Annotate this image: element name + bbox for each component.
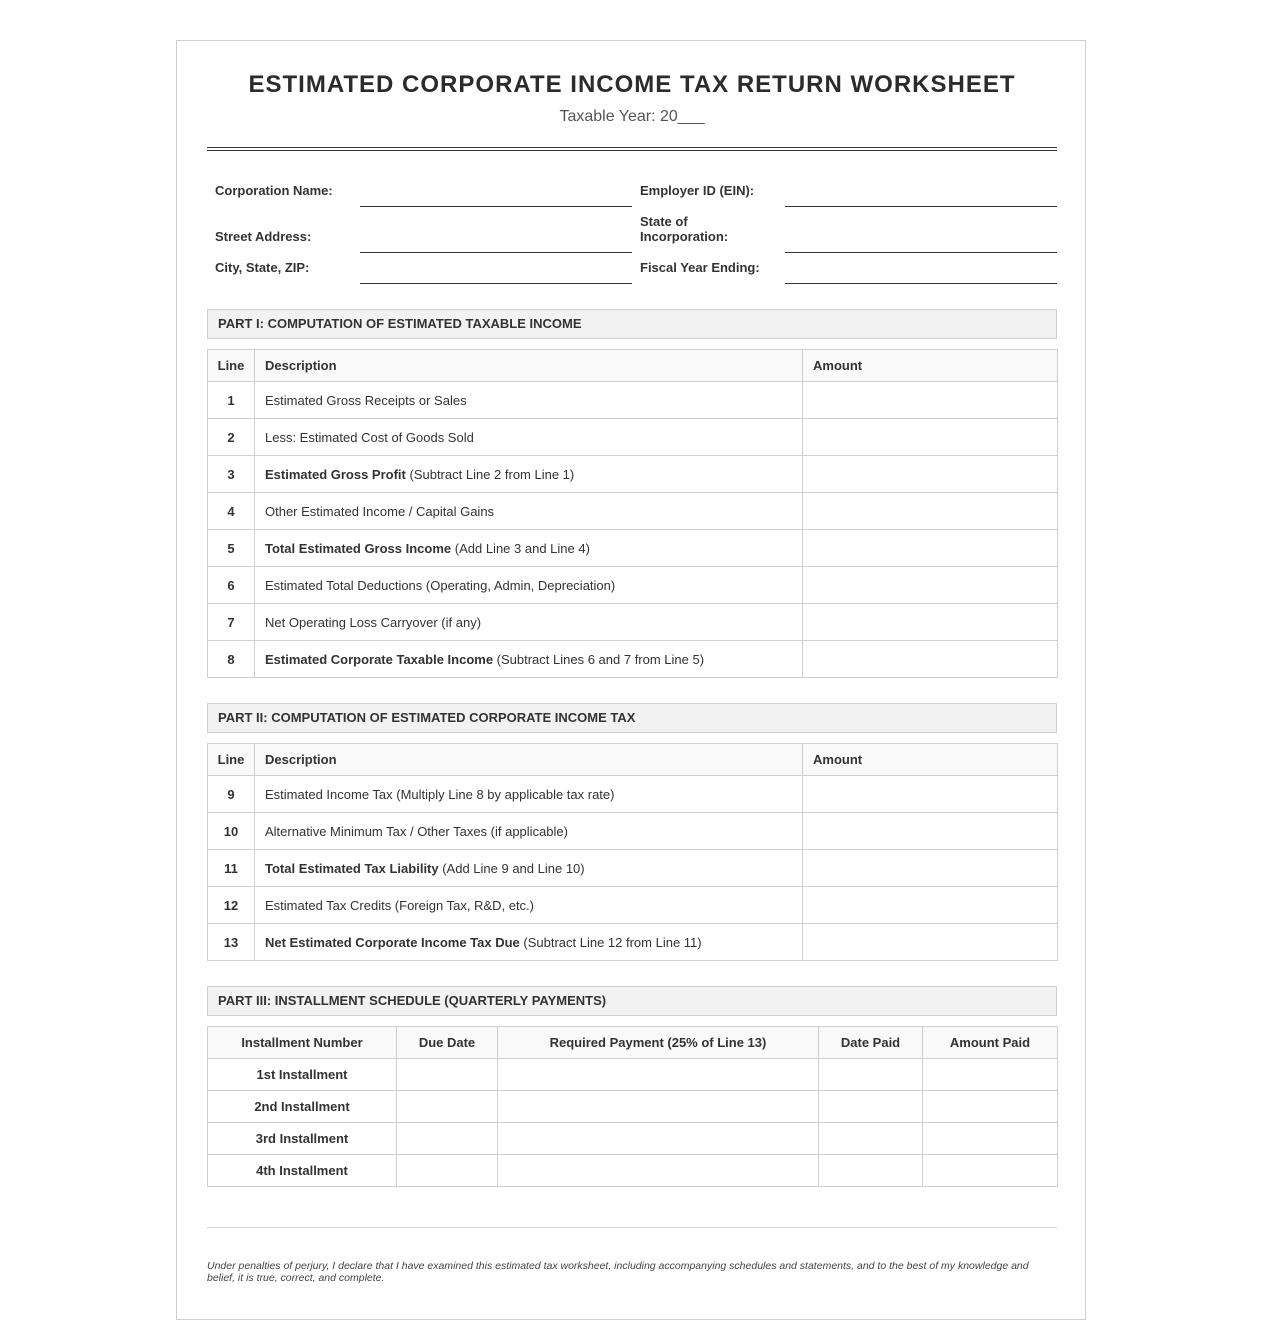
part1-header-row xyxy=(208,350,1058,382)
required-payment-field[interactable] xyxy=(498,1155,819,1187)
table-row xyxy=(208,382,1058,419)
due-date-field[interactable] xyxy=(397,1123,498,1155)
description-text: Less: Estimated Cost of Goods Sold xyxy=(265,429,474,445)
line-number: 11 xyxy=(208,850,255,887)
line-description xyxy=(255,456,803,493)
description-text: (Subtract Line 2 from Line 1) xyxy=(405,466,575,482)
perjury-declaration: Under penalties of perjury, I declare that I have examined this estimated tax worksheet, including accompanying schedules and statements, and to the best of my knowledge and belief, it is true, correct, and complete. xyxy=(207,1260,1029,1284)
installment-row xyxy=(208,1059,1058,1091)
line-number: 1 xyxy=(208,382,255,419)
table-row xyxy=(208,924,1058,961)
title-divider xyxy=(207,147,1057,151)
date-paid-field[interactable] xyxy=(819,1155,923,1187)
state-incorporation-field[interactable] xyxy=(785,252,1057,253)
line-description xyxy=(255,776,803,813)
line-description xyxy=(255,887,803,924)
date-paid-field[interactable] xyxy=(819,1123,923,1155)
amount-field[interactable] xyxy=(803,567,1058,604)
col-line-header: Line xyxy=(208,744,255,776)
installment-row xyxy=(208,1091,1058,1123)
amount-field[interactable] xyxy=(803,604,1058,641)
line-number: 5 xyxy=(208,530,255,567)
line-description xyxy=(255,567,803,604)
description-text: Alternative Minimum Tax / Other Taxes (if applicable) xyxy=(265,823,568,839)
description-emphasis: Net Estimated Corporate Income Tax Due xyxy=(265,934,520,950)
installment-row xyxy=(208,1155,1058,1187)
col-description-header: Description xyxy=(255,744,803,776)
description-text: (Add Line 9 and Line 10) xyxy=(438,860,585,876)
col-amount-paid: Amount Paid xyxy=(923,1027,1058,1059)
due-date-field[interactable] xyxy=(397,1059,498,1091)
description-text: Estimated Gross Receipts or Sales xyxy=(265,392,467,408)
due-date-field[interactable] xyxy=(397,1091,498,1123)
line-number: 12 xyxy=(208,887,255,924)
amount-paid-field[interactable] xyxy=(923,1155,1058,1187)
amount-field[interactable] xyxy=(803,924,1058,961)
line-number: 6 xyxy=(208,567,255,604)
street-address-field[interactable] xyxy=(360,252,632,253)
installment-name: 2nd Installment xyxy=(208,1091,397,1123)
state-incorporation-label-line2: Incorporation: xyxy=(640,229,729,244)
col-line-header: Line xyxy=(208,350,255,382)
city-state-zip-label: City, State, ZIP: xyxy=(215,260,310,275)
employer-id-field[interactable] xyxy=(785,206,1057,207)
line-number: 2 xyxy=(208,419,255,456)
installment-table xyxy=(207,1026,1058,1187)
line-description xyxy=(255,641,803,678)
col-date-paid: Date Paid xyxy=(819,1027,923,1059)
description-text: Estimated Total Deductions (Operating, Admin, Depreciation) xyxy=(265,577,616,593)
fiscal-year-field[interactable] xyxy=(785,283,1057,284)
line-description xyxy=(255,813,803,850)
table-row xyxy=(208,493,1058,530)
installment-row xyxy=(208,1123,1058,1155)
state-incorporation-label-line1: State of xyxy=(640,214,688,229)
line-description xyxy=(255,530,803,567)
part1-table xyxy=(207,349,1058,678)
taxable-year: Taxable Year: 20___ xyxy=(559,108,705,125)
description-text: Estimated Tax Credits (Foreign Tax, R&D, etc.) xyxy=(265,897,535,913)
description-emphasis: Total Estimated Tax Liability xyxy=(265,860,439,876)
amount-field[interactable] xyxy=(803,887,1058,924)
state-incorporation-label xyxy=(640,214,728,244)
description-text: (Subtract Line 12 from Line 11) xyxy=(519,934,702,950)
line-number: 9 xyxy=(208,776,255,813)
line-number: 13 xyxy=(208,924,255,961)
amount-paid-field[interactable] xyxy=(923,1059,1058,1091)
description-text: (Subtract Lines 6 and 7 from Line 5) xyxy=(493,651,705,667)
description-text: (Add Line 3 and Line 4) xyxy=(451,540,590,556)
line-description xyxy=(255,493,803,530)
description-emphasis: Estimated Corporate Taxable Income xyxy=(265,651,494,667)
amount-field[interactable] xyxy=(803,493,1058,530)
part1-heading: PART I: COMPUTATION OF ESTIMATED TAXABLE INCOME xyxy=(207,309,1057,339)
amount-field[interactable] xyxy=(803,850,1058,887)
line-number: 3 xyxy=(208,456,255,493)
table-row xyxy=(208,567,1058,604)
city-state-zip-field[interactable] xyxy=(360,283,632,284)
line-number: 8 xyxy=(208,641,255,678)
col-amount-header: Amount xyxy=(803,744,1058,776)
line-description xyxy=(255,924,803,961)
required-payment-field[interactable] xyxy=(498,1123,819,1155)
installment-name: 3rd Installment xyxy=(208,1123,397,1155)
amount-field[interactable] xyxy=(803,419,1058,456)
description-emphasis: Estimated Gross Profit xyxy=(265,466,406,482)
amount-field[interactable] xyxy=(803,641,1058,678)
description-text: Estimated Income Tax (Multiply Line 8 by applicable tax rate) xyxy=(265,786,615,802)
street-address-label: Street Address: xyxy=(215,229,312,244)
part2-heading: PART II: COMPUTATION OF ESTIMATED CORPORATE INCOME TAX xyxy=(207,703,1057,733)
line-description xyxy=(255,604,803,641)
worksheet-page xyxy=(176,40,1086,1320)
table-row xyxy=(208,887,1058,924)
col-description-header: Description xyxy=(255,350,803,382)
required-payment-field[interactable] xyxy=(498,1059,819,1091)
date-paid-field[interactable] xyxy=(819,1059,923,1091)
table-row xyxy=(208,776,1058,813)
part3-heading: PART III: INSTALLMENT SCHEDULE (QUARTERLY PAYMENTS) xyxy=(207,986,1057,1016)
fiscal-year-label: Fiscal Year Ending: xyxy=(640,260,760,275)
worksheet-content xyxy=(207,41,1057,1321)
table-row xyxy=(208,456,1058,493)
col-installment-number: Installment Number xyxy=(208,1027,397,1059)
employer-id-label: Employer ID (EIN): xyxy=(640,183,755,198)
amount-paid-field[interactable] xyxy=(923,1123,1058,1155)
table-row xyxy=(208,813,1058,850)
description-text: Other Estimated Income / Capital Gains xyxy=(265,503,495,519)
date-paid-field[interactable] xyxy=(819,1091,923,1123)
line-description xyxy=(255,382,803,419)
table-row xyxy=(208,850,1058,887)
amount-paid-field[interactable] xyxy=(923,1091,1058,1123)
description-emphasis: Total Estimated Gross Income xyxy=(265,540,452,556)
corporation-name-field[interactable] xyxy=(360,206,632,207)
col-required-payment: Required Payment (25% of Line 13) xyxy=(498,1027,819,1059)
footer-divider xyxy=(207,1227,1057,1228)
line-description xyxy=(255,419,803,456)
table-row xyxy=(208,530,1058,567)
amount-field[interactable] xyxy=(803,382,1058,419)
part2-table xyxy=(207,743,1058,961)
corporation-name-label: Corporation Name: xyxy=(215,183,333,198)
table-row xyxy=(208,604,1058,641)
col-due-date: Due Date xyxy=(397,1027,498,1059)
table-row xyxy=(208,419,1058,456)
page-title: ESTIMATED CORPORATE INCOME TAX RETURN WORKSHEET xyxy=(248,71,1016,98)
amount-field[interactable] xyxy=(803,776,1058,813)
line-description xyxy=(255,850,803,887)
part2-header-row xyxy=(208,744,1058,776)
amount-field[interactable] xyxy=(803,530,1058,567)
amount-field[interactable] xyxy=(803,456,1058,493)
amount-field[interactable] xyxy=(803,813,1058,850)
line-number: 10 xyxy=(208,813,255,850)
installment-name: 1st Installment xyxy=(208,1059,397,1091)
line-number: 7 xyxy=(208,604,255,641)
required-payment-field[interactable] xyxy=(498,1091,819,1123)
installment-header-row xyxy=(208,1027,1058,1059)
installment-name: 4th Installment xyxy=(208,1155,397,1187)
due-date-field[interactable] xyxy=(397,1155,498,1187)
table-row xyxy=(208,641,1058,678)
description-text: Net Operating Loss Carryover (if any) xyxy=(265,614,482,630)
col-amount-header: Amount xyxy=(803,350,1058,382)
line-number: 4 xyxy=(208,493,255,530)
